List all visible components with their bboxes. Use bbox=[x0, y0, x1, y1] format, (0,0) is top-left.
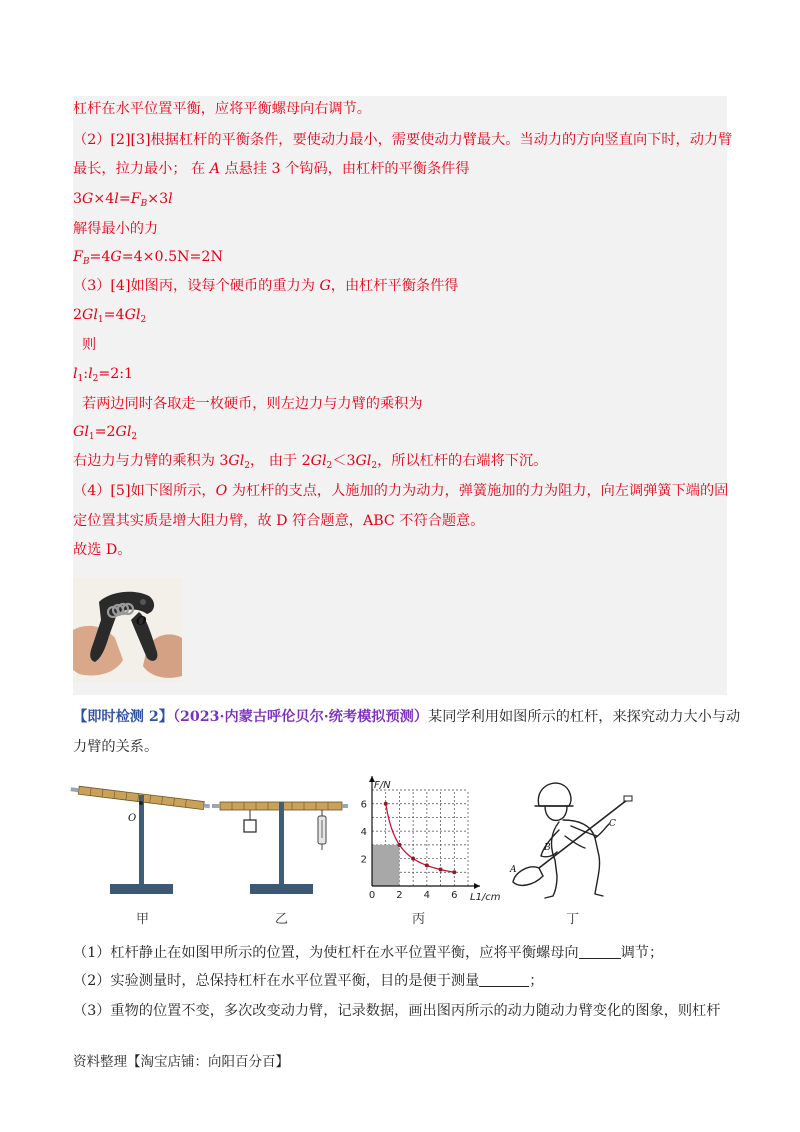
x-tick-label: 4 bbox=[423, 890, 431, 901]
figure-bing-chart bbox=[340, 770, 510, 905]
answer-blank-2[interactable] bbox=[479, 972, 529, 987]
question-tag: 【即时检测 2】 bbox=[73, 709, 173, 725]
ding-label-a: A bbox=[510, 865, 517, 875]
answer-equation-5: $Gl_1=2Gl_2$ bbox=[73, 424, 138, 442]
answer-line-5: 则 bbox=[82, 337, 97, 353]
question-stem-line-2: 力臂的关系。 bbox=[73, 739, 159, 755]
answer-line-4: （3）[4]如图丙，设每个硬币的重力为 G，由杠杆平衡条件得 bbox=[73, 278, 459, 294]
footer-text: 资料整理【淘宝店铺：向阳百分百】 bbox=[73, 1054, 289, 1070]
shaded-area bbox=[372, 845, 399, 886]
figure-ding bbox=[505, 776, 635, 904]
answer-blank-1[interactable] bbox=[579, 944, 621, 959]
answer-line-7: 右边力与力臂的乘积为 $3Gl_2$， 由于 $2Gl_2<3Gl_2$，所以杠杆的右端将下沉。 bbox=[73, 453, 548, 471]
data-point bbox=[397, 843, 401, 847]
figure-jia bbox=[70, 780, 210, 902]
question-source: （2023·内蒙古呼伦贝尔·统考模拟预测） bbox=[172, 709, 429, 725]
ding-label-c: C bbox=[609, 819, 616, 829]
jia-fulcrum-label: O bbox=[128, 813, 137, 824]
answer-line-2b: 最长，拉力最小； 在 A 点悬挂 3 个钩码，由杠杆的平衡条件得 bbox=[73, 161, 470, 177]
answer-line-8b: 定位置其实质是增大阻力臂，故 D 符合题意，ABC 不符合题意。 bbox=[73, 513, 485, 529]
x-tick-label: 2 bbox=[396, 890, 403, 901]
ding-label-b: B bbox=[544, 843, 551, 853]
answer-equation-3: $2Gl_1=4Gl_2$ bbox=[73, 307, 147, 325]
y-axis-label: F/N bbox=[374, 780, 391, 791]
answer-equation-1: $3G\times 4l=F_B\times 3l$ bbox=[73, 191, 173, 209]
x-tick-label: 6 bbox=[451, 890, 458, 901]
hand-gripper-photo bbox=[73, 578, 182, 682]
data-point bbox=[452, 870, 456, 874]
data-point bbox=[411, 857, 415, 861]
answer-line-8a: （4）[5]如下图所示，O 为杠杆的支点，人施加的力为动力，弹簧施加的力为阻力，向左调弹簧下端的固 bbox=[73, 483, 729, 499]
data-point bbox=[384, 802, 388, 806]
y-tick-label: 6 bbox=[360, 799, 367, 811]
x-axis-arrow bbox=[474, 883, 480, 889]
y-tick-label: 2 bbox=[360, 854, 367, 866]
caption-bing: 丙 bbox=[412, 912, 426, 927]
question-stem-line-1: 【即时检测 2】（2023·内蒙古呼伦贝尔·统考模拟预测）某同学利用如图所示的杠杆，来探究动力大小与动 bbox=[73, 709, 741, 725]
caption-jia: 甲 bbox=[136, 912, 150, 927]
sub-question-2: （2）实验测量时，总保持杠杆在水平位置平衡，目的是便于测量 ； bbox=[73, 973, 544, 989]
figure-yi bbox=[210, 780, 350, 902]
sub-question-3: （3）重物的位置不变，多次改变动力臂，记录数据，画出图丙所示的动力随动力臂变化的图象，则杠杆 bbox=[73, 1003, 721, 1019]
answer-equation-2: $F_B=4G=4\times 0.5N=2N$ bbox=[73, 249, 223, 267]
answer-line-2a: （2）[2][3]根据杠杆的平衡条件，要使动力最小，需要使动力臂最大。当动力的方向竖直向下时，动力臂 bbox=[73, 132, 733, 148]
sub-question-1: （1）杠杆静止在如图甲所示的位置，为使杠杆在水平位置平衡，应将平衡螺母向 调节； bbox=[73, 945, 664, 961]
answer-line-3: 解得最小的力 bbox=[73, 221, 159, 237]
caption-ding: 丁 bbox=[566, 912, 580, 927]
answer-equation-4: $l_1:l_2=2:1$ bbox=[73, 366, 134, 384]
fulcrum-label: O bbox=[136, 614, 147, 628]
x-tick-label: 0 bbox=[368, 890, 376, 901]
answer-line-1: 杠杆在水平位置平衡，应将平衡螺母向右调节。 bbox=[73, 101, 371, 117]
answer-line-6: 若两边同时各取走一枚硬币，则左边力与力臂的乘积为 bbox=[82, 396, 423, 412]
caption-yi: 乙 bbox=[275, 912, 289, 927]
y-tick-label: 4 bbox=[360, 827, 367, 839]
data-point bbox=[425, 863, 429, 867]
data-point bbox=[439, 868, 443, 872]
x-axis-label: L1/cm bbox=[470, 892, 501, 903]
answer-line-9: 故选 D。 bbox=[73, 542, 132, 558]
